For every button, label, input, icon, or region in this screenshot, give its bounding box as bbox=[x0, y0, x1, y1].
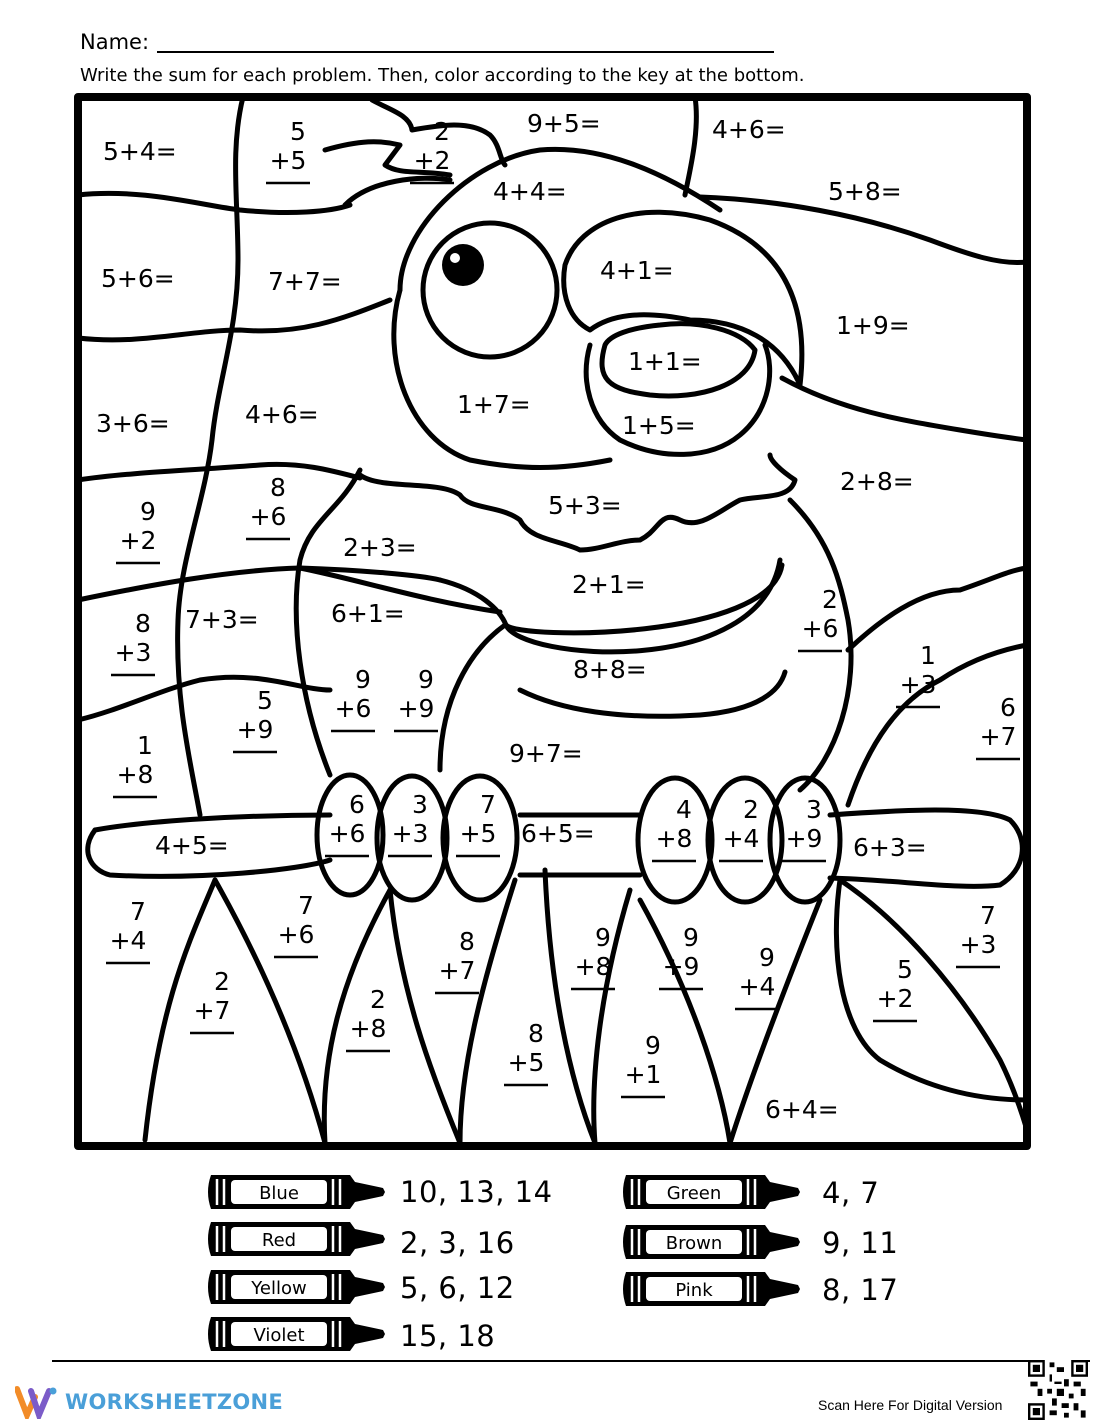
problem-25 bbox=[331, 599, 405, 628]
crayon-label: Blue bbox=[259, 1183, 299, 1204]
problem-39 bbox=[652, 795, 696, 861]
crayon-label: Green bbox=[666, 1183, 722, 1204]
problem-bottom-number: +3 bbox=[391, 819, 429, 848]
problem-bottom-number: +8 bbox=[574, 952, 612, 981]
problem-top-number: 3 bbox=[412, 790, 428, 819]
problem-text: 7+3= bbox=[185, 605, 259, 634]
key-values-yellow: 5, 6, 12 bbox=[400, 1271, 515, 1305]
problem-text: 3+6= bbox=[96, 409, 170, 438]
problem-21 bbox=[343, 533, 417, 562]
problem-49 bbox=[735, 943, 779, 1009]
problem-top-number: 9 bbox=[140, 497, 156, 526]
problem-bottom-number: +6 bbox=[277, 920, 315, 949]
problem-45 bbox=[274, 891, 318, 957]
crayon-label: Yellow bbox=[251, 1278, 307, 1299]
problem-top-number: 8 bbox=[270, 473, 286, 502]
crayon-label: Red bbox=[261, 1230, 297, 1251]
problem-top-number: 2 bbox=[214, 967, 230, 996]
problem-text: 5+3= bbox=[548, 491, 622, 520]
problem-bottom-number: +3 bbox=[899, 670, 937, 699]
problem-bottom-number: +8 bbox=[116, 760, 154, 789]
problem-top-number: 9 bbox=[759, 943, 775, 972]
problem-bottom-number: +4 bbox=[109, 926, 147, 955]
key-values-blue: 10, 13, 14 bbox=[400, 1175, 553, 1209]
problem-bottom-number: +8 bbox=[655, 824, 693, 853]
problem-text: 4+6= bbox=[712, 115, 786, 144]
crayon-label: Brown bbox=[665, 1233, 723, 1254]
problem-13 bbox=[96, 409, 170, 438]
problem-layer bbox=[96, 109, 1020, 1124]
crayon-green bbox=[623, 1175, 800, 1209]
problem-top-number: 7 bbox=[298, 891, 314, 920]
problem-bottom-number: +4 bbox=[738, 972, 776, 1001]
problem-top-number: 9 bbox=[418, 665, 434, 694]
scan-text: Scan Here For Digital Version bbox=[818, 1397, 1003, 1413]
problem-top-number: 1 bbox=[920, 641, 936, 670]
problem-11 bbox=[836, 311, 910, 340]
problem-text: 7+7= bbox=[268, 267, 342, 296]
problem-52 bbox=[346, 985, 390, 1051]
problem-46 bbox=[435, 927, 479, 993]
problem-top-number: 6 bbox=[1000, 693, 1016, 722]
problem-text: 2+1= bbox=[572, 570, 646, 599]
problem-14 bbox=[245, 400, 319, 429]
problem-56 bbox=[765, 1095, 839, 1124]
problem-top-number: 9 bbox=[683, 923, 699, 952]
problem-bottom-number: +5 bbox=[269, 146, 307, 175]
logo-text-zone: ZONE bbox=[216, 1390, 284, 1414]
problem-29 bbox=[331, 665, 375, 731]
key-values-pink: 8, 17 bbox=[822, 1273, 899, 1307]
problem-text: 4+6= bbox=[245, 400, 319, 429]
problem-bottom-number: +5 bbox=[459, 819, 497, 848]
crayon-brown bbox=[623, 1225, 800, 1259]
problem-text: 5+4= bbox=[103, 137, 177, 166]
problem-top-number: 2 bbox=[434, 117, 450, 146]
problem-35 bbox=[325, 790, 369, 856]
logo-text-worksheet: WORKSHEET bbox=[65, 1390, 217, 1414]
problem-bottom-number: +8 bbox=[349, 1014, 387, 1043]
problem-48 bbox=[659, 923, 703, 989]
crayon-violet bbox=[208, 1317, 385, 1351]
eye-pupil bbox=[442, 244, 484, 286]
problem-bottom-number: +4 bbox=[722, 824, 760, 853]
problem-bottom-number: +9 bbox=[397, 694, 435, 723]
crayon-red bbox=[208, 1222, 385, 1256]
problem-55 bbox=[873, 955, 917, 1021]
key-values-red: 2, 3, 16 bbox=[400, 1226, 515, 1260]
problem-34 bbox=[509, 739, 583, 768]
problem-text: 4+4= bbox=[493, 177, 567, 206]
problem-bottom-number: +9 bbox=[236, 715, 274, 744]
problem-5 bbox=[712, 115, 786, 144]
crayon-label: Pink bbox=[675, 1280, 713, 1301]
problem-top-number: 8 bbox=[459, 927, 475, 956]
problem-32 bbox=[976, 693, 1020, 759]
problem-7 bbox=[828, 177, 902, 206]
problem-top-number: 5 bbox=[897, 955, 913, 984]
problem-2 bbox=[266, 117, 310, 183]
problem-top-number: 9 bbox=[355, 665, 371, 694]
problem-54 bbox=[621, 1031, 665, 1097]
problem-10 bbox=[600, 256, 674, 285]
problem-top-number: 2 bbox=[370, 985, 386, 1014]
problem-53 bbox=[504, 1019, 548, 1085]
problem-47 bbox=[571, 923, 615, 989]
problem-top-number: 9 bbox=[595, 923, 611, 952]
problem-text: 1+1= bbox=[628, 347, 702, 376]
crayon-label: Violet bbox=[253, 1325, 305, 1346]
problem-top-number: 2 bbox=[822, 585, 838, 614]
problem-16 bbox=[622, 411, 696, 440]
problem-top-number: 1 bbox=[137, 731, 153, 760]
problem-6 bbox=[493, 177, 567, 206]
problem-38 bbox=[521, 819, 595, 848]
problem-text: 2+8= bbox=[840, 467, 914, 496]
problem-12 bbox=[628, 347, 702, 376]
problem-30 bbox=[394, 665, 438, 731]
problem-bottom-number: +7 bbox=[193, 996, 231, 1025]
instructions: Write the sum for each problem. Then, color according to the key at the bottom. bbox=[80, 65, 805, 86]
problem-19 bbox=[246, 473, 290, 539]
crayon-blue bbox=[208, 1175, 385, 1209]
problem-top-number: 3 bbox=[806, 795, 822, 824]
problem-top-number: 6 bbox=[349, 790, 365, 819]
problem-top-number: 7 bbox=[980, 901, 996, 930]
problem-44 bbox=[106, 897, 150, 963]
problem-20 bbox=[548, 491, 622, 520]
problem-50 bbox=[956, 901, 1000, 967]
eye-highlight bbox=[450, 253, 460, 263]
problem-top-number: 8 bbox=[135, 609, 151, 638]
problem-bottom-number: +2 bbox=[876, 984, 914, 1013]
problem-text: 6+1= bbox=[331, 599, 405, 628]
problem-22 bbox=[572, 570, 646, 599]
problem-bottom-number: +6 bbox=[334, 694, 372, 723]
problem-text: 1+5= bbox=[622, 411, 696, 440]
logo-w-icon bbox=[15, 1385, 59, 1419]
problem-42 bbox=[155, 831, 229, 860]
problem-bottom-number: +9 bbox=[662, 952, 700, 981]
problem-text: 5+8= bbox=[828, 177, 902, 206]
problem-8 bbox=[101, 264, 175, 293]
problem-text: 1+7= bbox=[457, 390, 531, 419]
problem-top-number: 7 bbox=[130, 897, 146, 926]
problem-bottom-number: +9 bbox=[785, 824, 823, 853]
problem-text: 6+5= bbox=[521, 819, 595, 848]
key-values-violet: 15, 18 bbox=[400, 1319, 496, 1353]
problem-36 bbox=[388, 790, 432, 856]
problem-51 bbox=[190, 967, 234, 1033]
problem-28 bbox=[233, 686, 277, 752]
key-values-brown: 9, 11 bbox=[822, 1226, 899, 1260]
problem-33 bbox=[113, 731, 157, 797]
problem-top-number: 9 bbox=[645, 1031, 661, 1060]
problem-top-number: 5 bbox=[290, 117, 306, 146]
problem-bottom-number: +3 bbox=[114, 638, 152, 667]
problem-41 bbox=[782, 795, 826, 861]
problem-bottom-number: +3 bbox=[959, 930, 997, 959]
problem-17 bbox=[840, 467, 914, 496]
problem-bottom-number: +1 bbox=[624, 1060, 662, 1089]
problem-15 bbox=[457, 390, 531, 419]
problem-bottom-number: +6 bbox=[801, 614, 839, 643]
qr-code-icon[interactable] bbox=[1028, 1360, 1088, 1420]
crayon-pink bbox=[623, 1272, 800, 1306]
problem-bottom-number: +2 bbox=[119, 526, 157, 555]
problem-text: 4+1= bbox=[600, 256, 674, 285]
worksheetzone-logo[interactable] bbox=[15, 1385, 283, 1419]
problem-37 bbox=[456, 790, 500, 856]
problem-bottom-number: +6 bbox=[328, 819, 366, 848]
problem-top-number: 5 bbox=[257, 686, 273, 715]
problem-40 bbox=[719, 795, 763, 861]
name-label: Name: bbox=[80, 30, 150, 54]
problem-31 bbox=[573, 655, 647, 684]
problem-top-number: 2 bbox=[743, 795, 759, 824]
problem-text: 4+5= bbox=[155, 831, 229, 860]
problem-text: 6+4= bbox=[765, 1095, 839, 1124]
problem-24 bbox=[185, 605, 259, 634]
problem-1 bbox=[103, 137, 177, 166]
problem-26 bbox=[798, 585, 842, 651]
problem-text: 8+8= bbox=[573, 655, 647, 684]
problem-text: 9+7= bbox=[509, 739, 583, 768]
problem-text: 5+6= bbox=[101, 264, 175, 293]
problem-text: 2+3= bbox=[343, 533, 417, 562]
problem-9 bbox=[268, 267, 342, 296]
problem-bottom-number: +7 bbox=[979, 722, 1017, 751]
problem-text: 6+3= bbox=[853, 833, 927, 862]
problem-18 bbox=[116, 497, 160, 563]
problem-top-number: 8 bbox=[528, 1019, 544, 1048]
problem-text: 1+9= bbox=[836, 311, 910, 340]
problem-43 bbox=[853, 833, 927, 862]
problem-top-number: 4 bbox=[676, 795, 692, 824]
problem-bottom-number: +7 bbox=[438, 956, 476, 985]
problem-bottom-number: +6 bbox=[249, 502, 287, 531]
crayon-yellow bbox=[208, 1270, 385, 1304]
problem-23 bbox=[111, 609, 155, 675]
problem-bottom-number: +2 bbox=[413, 146, 451, 175]
problem-4 bbox=[527, 109, 601, 138]
footer-divider bbox=[52, 1360, 1090, 1362]
problem-bottom-number: +5 bbox=[507, 1048, 545, 1077]
problem-text: 9+5= bbox=[527, 109, 601, 138]
problem-top-number: 7 bbox=[480, 790, 496, 819]
problem-27 bbox=[896, 641, 940, 707]
key-values-green: 4, 7 bbox=[822, 1176, 880, 1210]
